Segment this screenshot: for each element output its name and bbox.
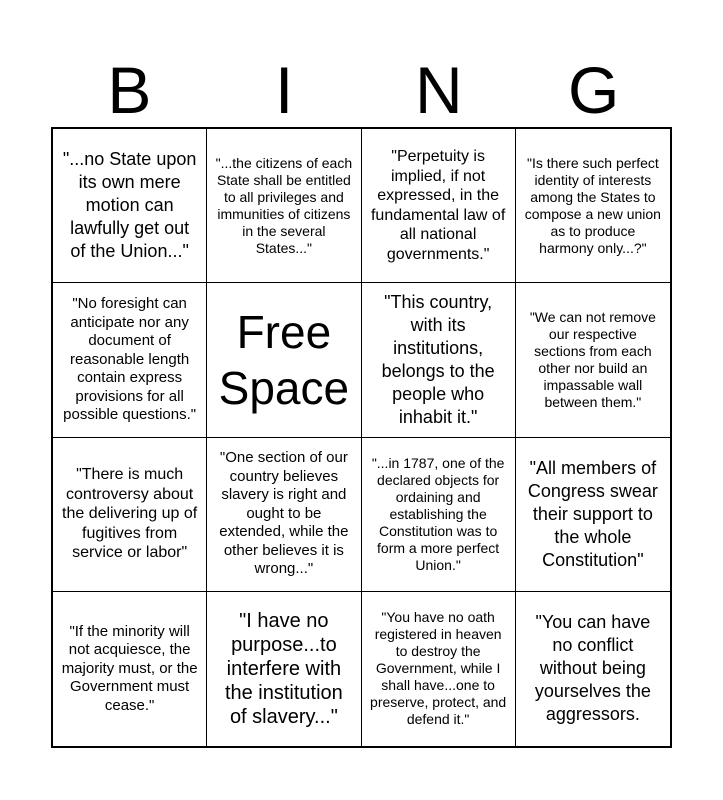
cell-text: "All members of Congress swear their support to the whole Constitution": [527, 457, 658, 570]
bingo-cell[interactable]: [362, 592, 516, 746]
cell-text: "We can not remove our respective sections from each other nor build an impassable wall between them.": [529, 308, 656, 410]
header-letter-n: N: [415, 53, 463, 127]
bingo-cell[interactable]: [207, 592, 361, 746]
bingo-cell[interactable]: [362, 438, 516, 592]
bingo-cell[interactable]: [516, 129, 670, 283]
cell-text: "You have no oath registered in heaven to destroy the Government, while I shall have...one to preserve, protect, and defend it.": [370, 609, 507, 728]
cell-text: "...no State upon its own mere motion can lawfully get out of the Union...": [62, 149, 197, 262]
bingo-cell[interactable]: [516, 592, 670, 746]
bingo-cell[interactable]: [362, 129, 516, 283]
bingo-cell[interactable]: [53, 438, 207, 592]
bingo-cell[interactable]: [362, 283, 516, 437]
header-letter-g: G: [567, 53, 620, 127]
cell-text: "Perpetuity is implied, if not expressed, in the fundamental law of all national governments.": [370, 148, 506, 263]
bingo-cell[interactable]: [516, 438, 670, 592]
free-space-cell[interactable]: [207, 283, 361, 437]
bingo-grid: [51, 127, 672, 748]
cell-text: Free Space: [218, 305, 350, 414]
bingo-cell[interactable]: [207, 438, 361, 592]
cell-text: "One section of our country believes slavery is right and ought to be extended, while the other believes it is wrong...": [219, 449, 349, 578]
bingo-cell[interactable]: [53, 283, 207, 437]
bingo-cell[interactable]: [53, 592, 207, 746]
cell-text: "If the minority will not acquiesce, the majority must, or the Government must cease.": [61, 622, 198, 714]
cell-text: "Is there such perfect identity of interests among the States to compose a new union as to produce harmony only...?": [524, 154, 661, 256]
cell-text: "You can have no conflict without being yourselves the aggressors.: [534, 612, 651, 725]
cell-text: "I have no purpose...to interfere with the institution of slavery...": [224, 609, 343, 728]
cell-text: "This country, with its institutions, belongs to the people who inhabit it.": [381, 291, 495, 427]
bingo-cell[interactable]: [207, 129, 361, 283]
header-letter-b: B: [107, 53, 152, 127]
cell-text: "...the citizens of each State shall be entitled to all privileges and immunities of citizens in the several States...": [215, 154, 353, 256]
bingo-header: [52, 52, 671, 128]
header-letter-i: I: [274, 53, 294, 127]
bingo-cell[interactable]: [53, 129, 207, 283]
bingo-cell[interactable]: [516, 283, 670, 437]
cell-text: "There is much controversy about the delivering up of fugitives from service or labor": [62, 466, 198, 562]
cell-text: "No foresight can anticipate nor any document of reasonable length contain express provisions for all possible questions.": [63, 295, 197, 424]
cell-text: "...in 1787, one of the declared objects for ordaining and establishing the Constitution was to form a more perfect Union.": [371, 454, 505, 573]
